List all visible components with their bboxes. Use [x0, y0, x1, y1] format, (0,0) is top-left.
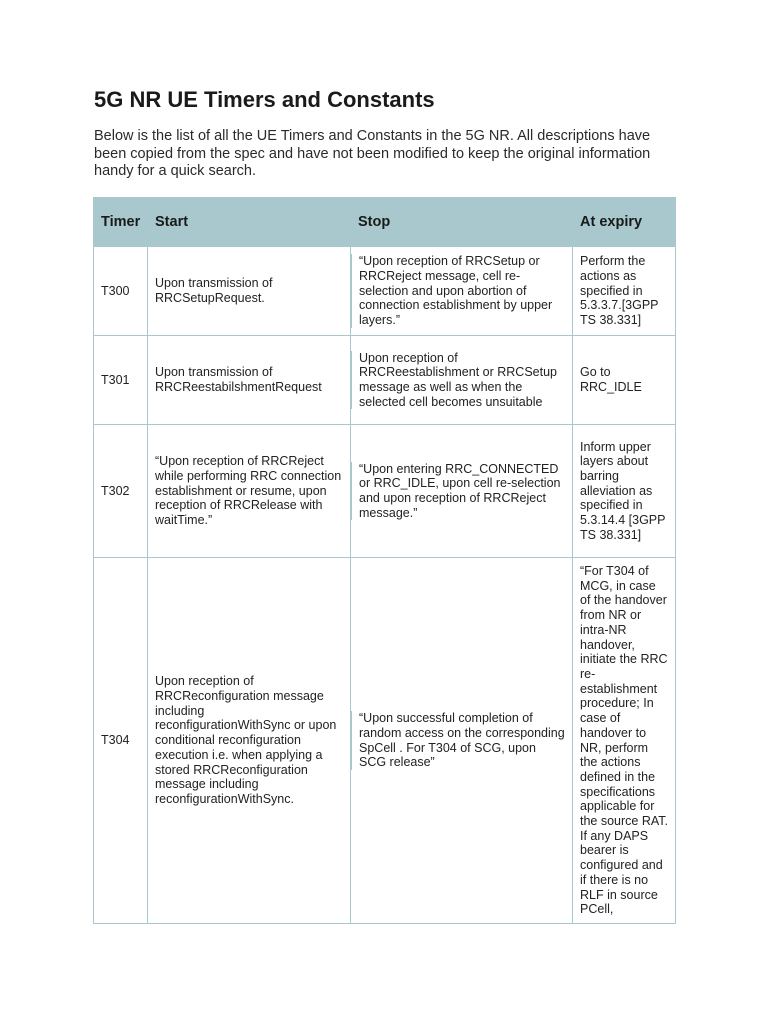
- cell-stop-text: “Upon successful completion of random access on the corresponding SpCell . For T304 of SCG, upon SCG release”: [351, 711, 565, 770]
- timers-table: [93, 197, 676, 924]
- cell-stop: [351, 247, 573, 336]
- cell-timer: T302: [94, 425, 148, 558]
- cell-timer: T301: [94, 336, 148, 425]
- table-row: [94, 425, 676, 558]
- cell-start: Upon transmission of RRCReestabilshmentRequest: [148, 336, 351, 425]
- cell-start: Upon reception of RRCReconfiguration message including reconfigurationWithSync or upon conditional reconfiguration execution i.e. when applying a stored RRCReconfiguration message including reconfigurationWithSync.: [148, 558, 351, 924]
- intro-paragraph: Below is the list of all the UE Timers and Constants in the 5G NR. All descriptions have been copied from the spec and have not been modified to keep the original information handy for a quick search.: [94, 128, 651, 179]
- header-at-expiry: At expiry: [573, 198, 676, 247]
- cell-at-expiry: “For T304 of MCG, in case of the handover from NR or intra-NR handover, initiate the RRC re-establishment procedure; In case of handover to NR, perform the actions defined in the specifications applicable for the source RAT. If any DAPS bearer is configured and if there is no RLF in source PCell,: [573, 558, 676, 924]
- cell-timer: T300: [94, 247, 148, 336]
- table-row: [94, 558, 676, 924]
- cell-stop: [351, 558, 573, 924]
- header-stop: Stop: [351, 198, 573, 247]
- header-timer: Timer: [94, 198, 148, 247]
- cell-stop: [351, 425, 573, 558]
- page-title: 5G NR UE Timers and Constants: [94, 87, 435, 112]
- table-row: [94, 247, 676, 336]
- cell-stop-text: Upon reception of RRCReestablishment or RRCSetup message as well as when the selected cell becomes unsuitable: [351, 351, 565, 410]
- cell-stop-text: “Upon entering RRC_CONNECTED or RRC_IDLE, upon cell re-selection and upon reception of RRCReject message.”: [351, 462, 565, 521]
- cell-stop: [351, 336, 573, 425]
- cell-at-expiry: Perform the actions as specified in 5.3.3.7.[3GPP TS 38.331]: [573, 247, 676, 336]
- table-row: [94, 336, 676, 425]
- table-header-row: [94, 198, 676, 247]
- cell-stop-text: “Upon reception of RRCSetup or RRCReject message, cell re-selection and upon abortion of connection establishment by upper layers.”: [351, 254, 565, 328]
- cell-at-expiry: Go to RRC_IDLE: [573, 336, 676, 425]
- cell-start: Upon transmission of RRCSetupRequest.: [148, 247, 351, 336]
- header-start: Start: [148, 198, 351, 247]
- cell-at-expiry: Inform upper layers about barring alleviation as specified in 5.3.14.4 [3GPP TS 38.331]: [573, 425, 676, 558]
- cell-timer: T304: [94, 558, 148, 924]
- cell-start: “Upon reception of RRCReject while performing RRC connection establishment or resume, upon reception of RRCRelease with waitTime.”: [148, 425, 351, 558]
